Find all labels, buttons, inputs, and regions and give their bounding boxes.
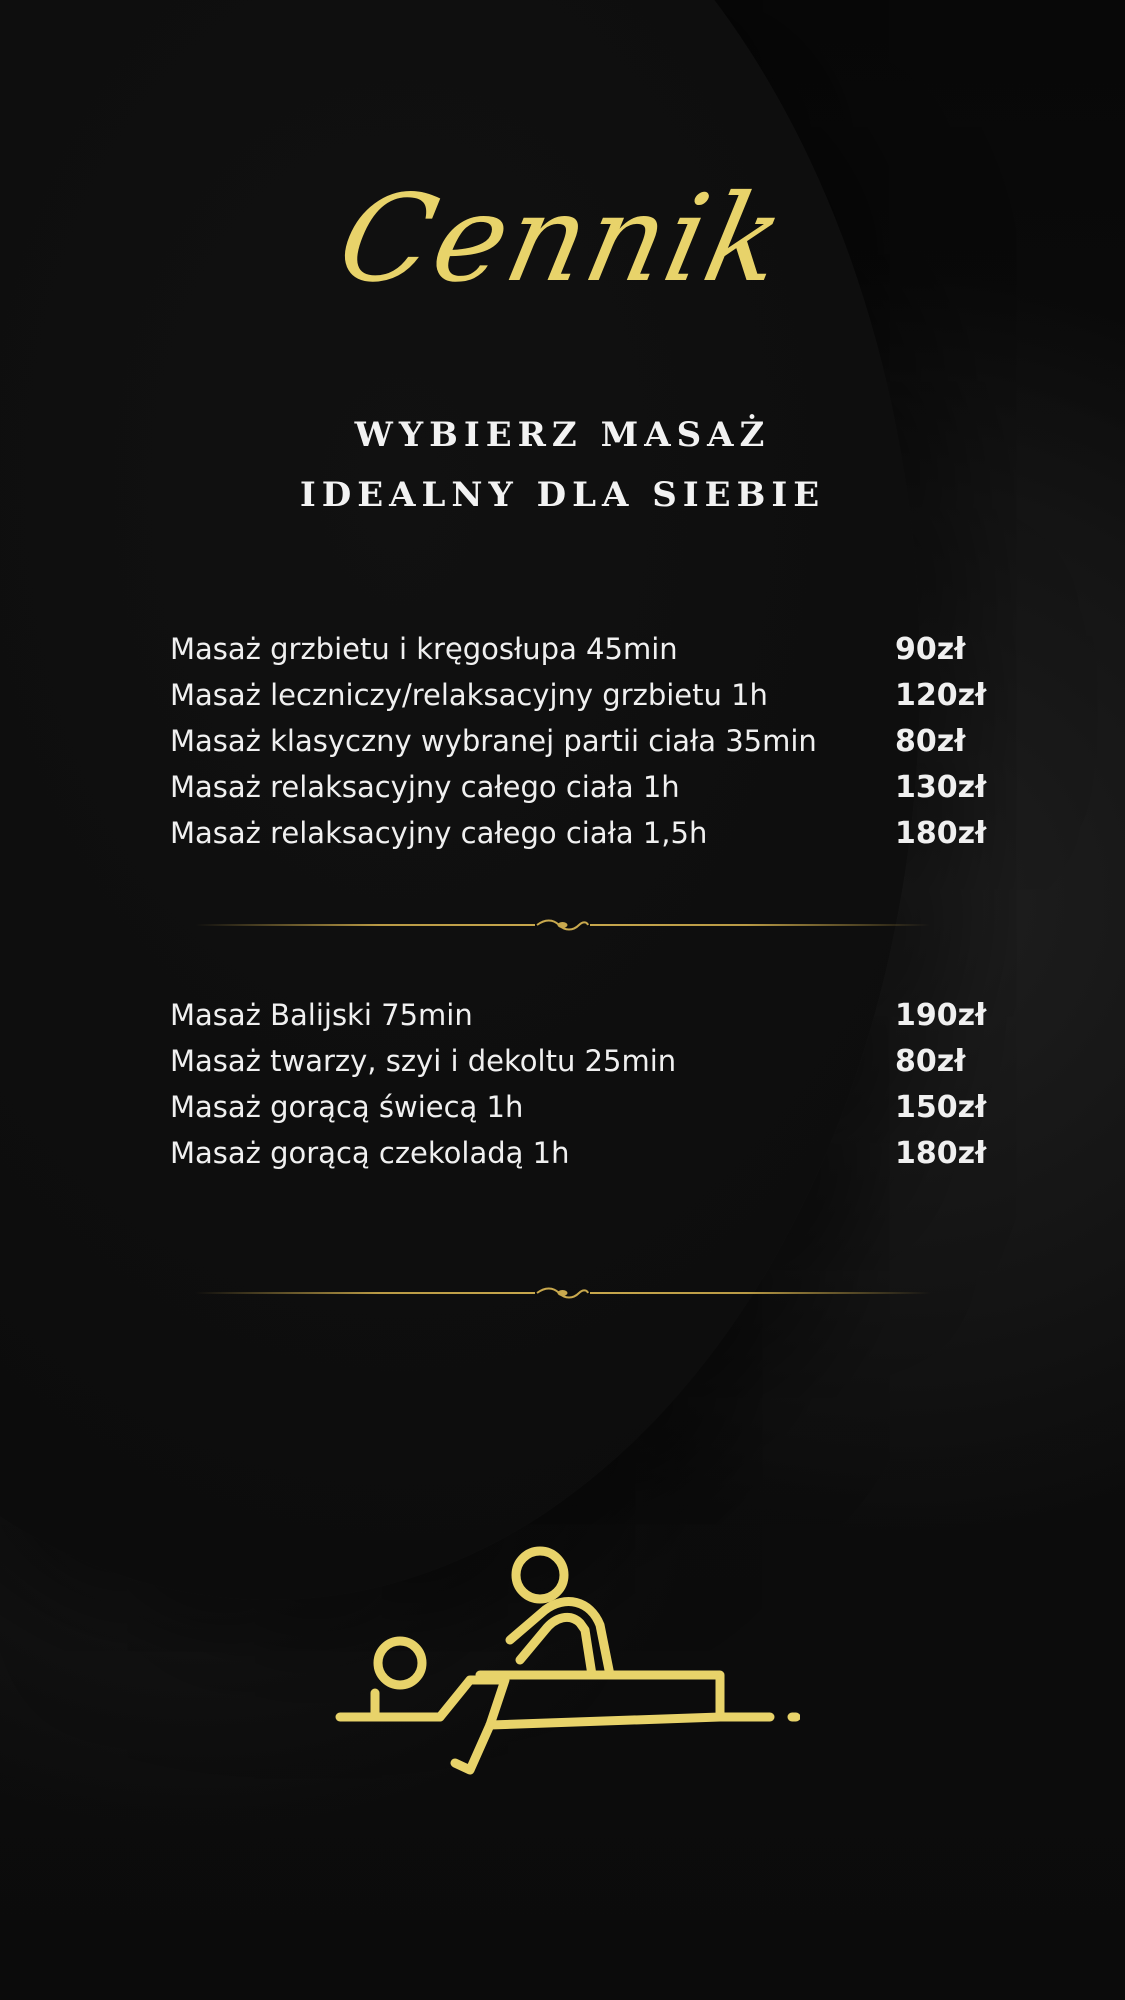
title-text: Cennik: [327, 170, 798, 309]
list-item: [170, 632, 990, 678]
item-price: 80zł: [895, 1044, 966, 1079]
subtitle: [0, 405, 1125, 525]
list-item: [170, 1090, 990, 1136]
item-price: 190zł: [895, 998, 987, 1033]
price-list-section-2: [170, 998, 990, 1182]
item-name: Masaż grzbietu i kręgosłupa 45min: [170, 632, 678, 666]
list-item: [170, 1136, 990, 1182]
item-name: Masaż twarzy, szyi i dekoltu 25min: [170, 1044, 677, 1078]
list-item: [170, 816, 990, 862]
massage-icon: [330, 1535, 800, 1795]
item-price: 120zł: [895, 678, 987, 713]
item-price: 180zł: [895, 816, 987, 851]
subtitle-line-2: IDEALNY DLA SIEBIE: [299, 475, 826, 515]
item-price: 90zł: [895, 632, 966, 667]
item-name: Masaż gorącą świecą 1h: [170, 1090, 524, 1124]
ornament-divider-icon: [535, 1283, 590, 1303]
page-title: [0, 170, 1125, 350]
ornament-divider-icon: [535, 915, 590, 935]
item-price: 180zł: [895, 1136, 987, 1171]
item-price: 130zł: [895, 770, 987, 805]
price-list-section-1: [170, 632, 990, 862]
item-name: Masaż relaksacyjny całego ciała 1,5h: [170, 816, 708, 850]
item-name: Masaż Balijski 75min: [170, 998, 473, 1032]
item-name: Masaż relaksacyjny całego ciała 1h: [170, 770, 680, 804]
subtitle-line-1: WYBIERZ MASAŻ: [354, 415, 771, 455]
ornament-divider-icon: [195, 915, 930, 935]
list-item: [170, 770, 990, 816]
item-price: 80zł: [895, 724, 966, 759]
item-name: Masaż leczniczy/relaksacyjny grzbietu 1h: [170, 678, 768, 712]
list-item: [170, 724, 990, 770]
ornament-divider-icon: [195, 1283, 930, 1303]
item-name: Masaż klasyczny wybranej partii ciała 35min: [170, 724, 817, 758]
massage-icon: [330, 1535, 800, 1795]
item-name: Masaż gorącą czekoladą 1h: [170, 1136, 570, 1170]
list-item: [170, 998, 990, 1044]
list-item: [170, 1044, 990, 1090]
list-item: [170, 678, 990, 724]
item-price: 150zł: [895, 1090, 987, 1125]
